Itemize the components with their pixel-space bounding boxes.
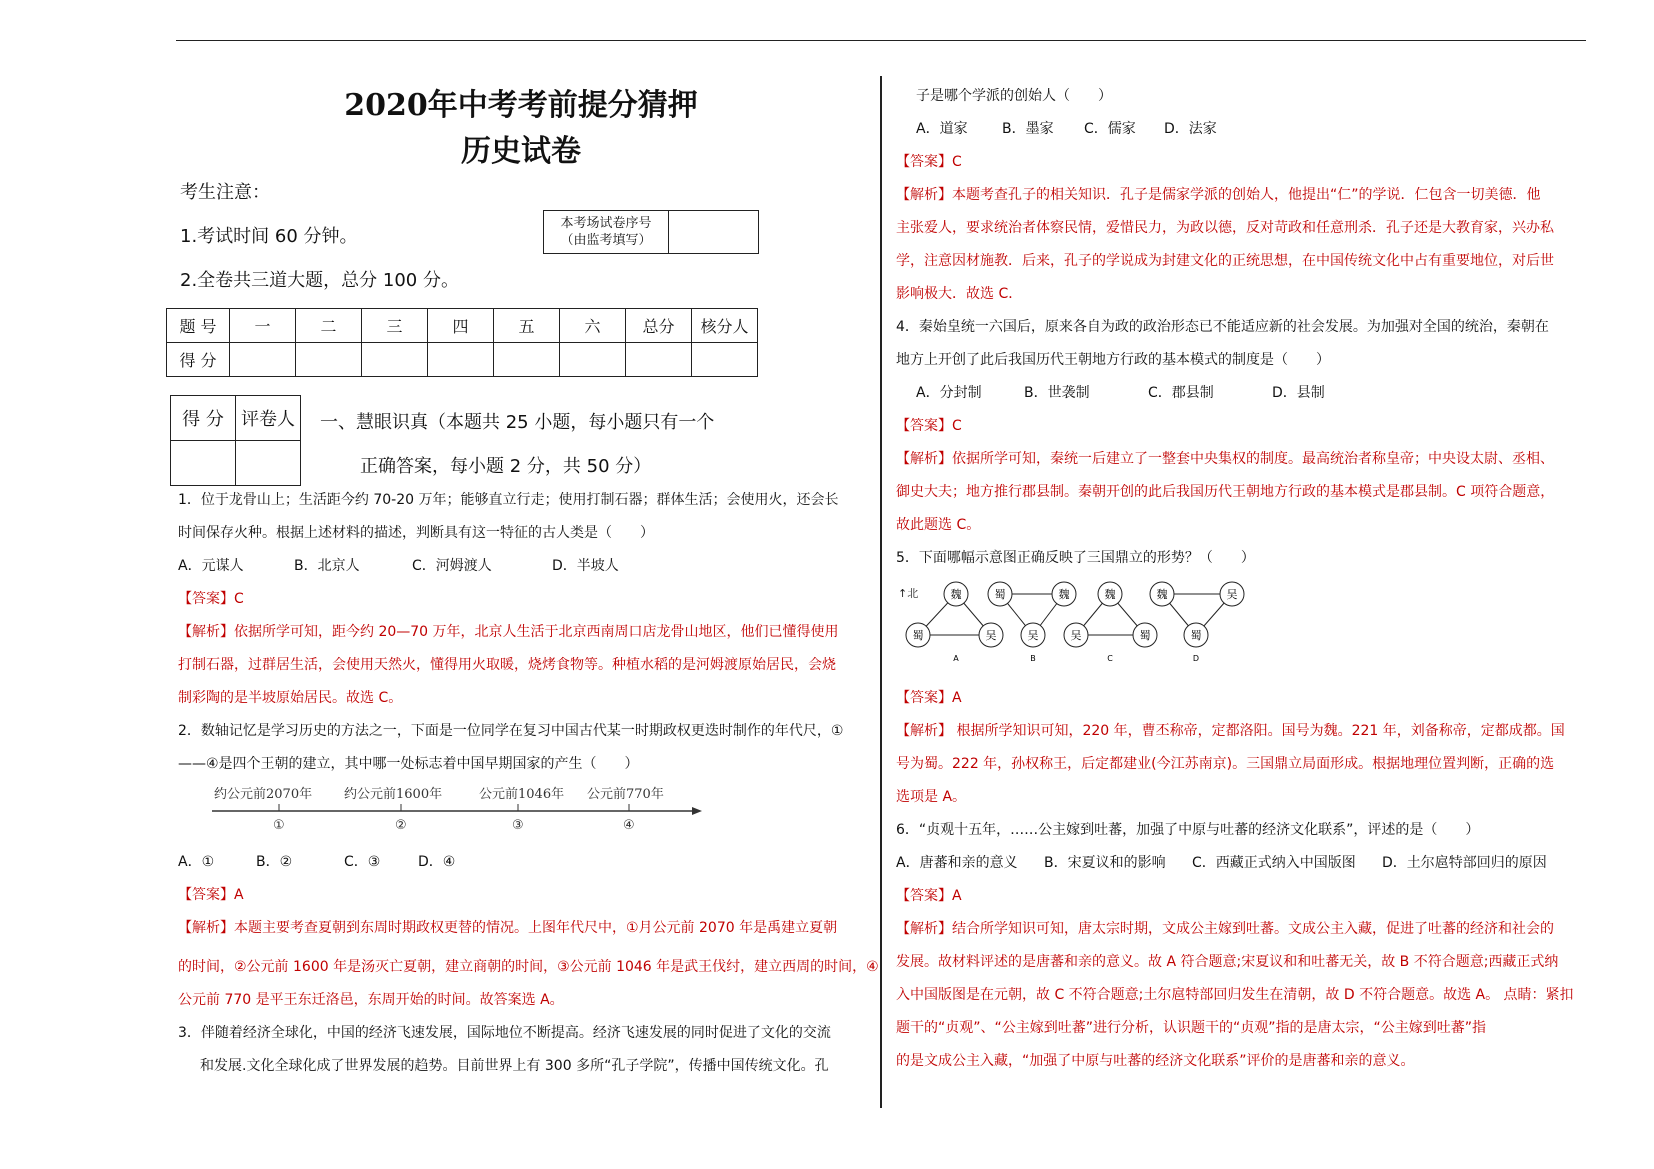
q5-diagram <box>896 575 1266 665</box>
score-row-label: 得 分 <box>167 343 230 377</box>
score-cell[interactable] <box>296 343 362 377</box>
score-cell[interactable] <box>626 343 692 377</box>
score-header-cell: 总分 <box>626 309 692 343</box>
q6-option-b: B．宋夏议和的影响 <box>1044 855 1166 871</box>
score-header-cell: 核分人 <box>692 309 758 343</box>
q1-option-a: A．元谋人 <box>178 558 244 574</box>
timeline-mark: ② <box>395 818 407 833</box>
q2-stem-cont: ——④是四个王朝的建立，其中哪一处标志着中国早期国家的产生（ ） <box>178 756 639 772</box>
q3-answer: 【答案】C <box>896 154 962 170</box>
diagram-node-shu: 蜀 <box>994 588 1006 601</box>
q3-analysis: 【解析】本题考查孔子的相关知识．孔子是儒家学派的创始人，他提出“仁”的学说．仁包含一切美德．他 <box>896 187 1541 203</box>
top-rule <box>176 40 1586 41</box>
q4-analysis-cont: 故此题选 C。 <box>896 517 981 533</box>
q1-options <box>178 556 619 576</box>
score-header-cell: 二 <box>296 309 362 343</box>
q3-analysis-cont: 影响极大．故选 C． <box>896 286 1023 302</box>
score-table-header-row <box>167 309 758 343</box>
section1-heading-cont: 正确答案，每小题 2 分，共 50 分） <box>360 456 652 477</box>
q4-analysis: 【解析】依据所学可知，秦统一后建立了一整套中央集权的制度。最高统治者称皇帝；中央设太尉、丞相、 <box>896 451 1554 467</box>
q1-analysis-cont: 打制石器，过群居生活，会使用天然火，懂得用火取暖，烧烤食物等。种植水稻的是河姆渡原始居民，会烧 <box>178 657 836 673</box>
q5-analysis-cont: 选项是 A。 <box>896 789 967 805</box>
q2-options <box>178 852 455 872</box>
q4-option-c: C．郡县制 <box>1148 385 1214 401</box>
q6-analysis-cont: 发展。故材料评述的是唐蕃和亲的意义。故 A 符合题意;宋夏议和和吐蕃无关，故 B 不符合题意;西藏正式纳 <box>896 954 1559 970</box>
timeline-arrow-icon <box>692 807 702 815</box>
q6-stem: 6．“贞观十五年，……公主嫁到吐蕃，加强了中原与吐蕃的经济文化联系”，评述的是（ ） <box>896 822 1480 838</box>
q1-option-d: D．半坡人 <box>552 558 619 574</box>
section1-grader-box <box>170 395 301 486</box>
score-table <box>166 308 758 377</box>
score-header-cell: 四 <box>428 309 494 343</box>
q4-stem-cont: 地方上开创了此后我国历代王朝地方行政的基本模式的制度是（ ） <box>896 352 1330 368</box>
q3-option-c: C．儒家 <box>1084 121 1136 137</box>
q1-analysis: 【解析】依据所学可知，距今约 20—70 万年，北京人生活于北京西南周口店龙骨山地区，他们已懂得使用 <box>178 624 839 640</box>
q6-analysis: 【解析】结合所学知识可知，唐太宗时期，文成公主嫁到吐蕃。文成公主入藏，促进了吐蕃的经济和社会的 <box>896 921 1554 937</box>
q6-analysis-cont: 题干的“贞观”、“公主嫁到吐蕃”进行分析，认识题干的“贞观”指的是唐太宗，“公主嫁到吐蕃”指 <box>896 1020 1487 1036</box>
q2-analysis-cont: 的时间，②公元前 1600 年是汤灭亡夏朝，建立商朝的时间，③公元前 1046 年是武王伐纣，建立西周的时间，④ <box>178 959 879 975</box>
q4-option-b: B．世袭制 <box>1024 385 1090 401</box>
exam-subtitle: 历史试卷 <box>461 134 581 169</box>
diagram-label-b: B <box>1030 654 1036 663</box>
q6-answer: 【答案】A <box>896 888 962 904</box>
section1-heading: 一、慧眼识真（本题共 25 小题，每小题只有一个 <box>320 412 715 433</box>
paper-sequence-box <box>543 210 759 254</box>
q1-option-b: B．北京人 <box>294 558 360 574</box>
timeline-mark: ① <box>273 818 285 833</box>
diagram-option-d <box>1150 582 1244 663</box>
q4-answer: 【答案】C <box>896 418 962 434</box>
timeline-label: 公元前1046年 <box>479 787 565 802</box>
q2-analysis: 【解析】本题主要考查夏朝到东周时期政权更替的情况。上图年代尺中，①月公元前 2070 年是禹建立夏朝 <box>178 920 838 936</box>
diagram-node-shu: 蜀 <box>912 629 924 642</box>
diagram-node-wu: 吴 <box>1226 588 1238 601</box>
q3-options <box>916 119 1217 139</box>
diagram-node-wei: 魏 <box>1058 588 1070 601</box>
q2-analysis-cont: 公元前 770 是平王东迁洛邑，东周开始的时间。故答案选 A。 <box>178 992 564 1008</box>
diagram-node-wei: 魏 <box>1104 588 1116 601</box>
score-header-cell: 一 <box>230 309 296 343</box>
q4-option-a: A．分封制 <box>916 385 982 401</box>
score-header-cell: 六 <box>560 309 626 343</box>
q3-option-b: B．墨家 <box>1002 121 1054 137</box>
grader-score-label: 得 分 <box>171 396 236 441</box>
notice-item-time: 1.考试时间 60 分钟。 <box>180 226 358 247</box>
timeline-mark: ③ <box>512 818 524 833</box>
q1-answer: 【答案】C <box>178 591 244 607</box>
q3-stem: 3．伴随着经济全球化，中国的经济飞速发展，国际地位不断提高。经济飞速发展的同时促进了文化的交流 <box>178 1025 831 1041</box>
q1-analysis-cont: 制彩陶的是半坡原始居民。故选 C。 <box>178 690 403 706</box>
diagram-node-wei: 魏 <box>1156 588 1168 601</box>
diagram-node-wei: 魏 <box>950 588 962 601</box>
q4-options <box>916 383 1325 403</box>
notice-heading: 考生注意： <box>180 182 270 203</box>
q3-analysis-cont: 学，注意因材施教．后来，孔子的学说成为封建文化的正统思想，在中国传统文化中占有重要地位，对后世 <box>896 253 1554 269</box>
diagram-node-shu: 蜀 <box>1139 629 1151 642</box>
q5-analysis: 【解析】 根据所学知识可知，220 年，曹丕称帝，定都洛阳。国号为魏。221 年，刘备称帝，定都成都。国 <box>896 723 1565 739</box>
q1-stem-cont: 时间保存火种。根据上述材料的描述，判断具有这一特征的古人类是（ ） <box>178 525 654 541</box>
score-header-cell: 三 <box>362 309 428 343</box>
q5-answer: 【答案】A <box>896 690 962 706</box>
diagram-option-c <box>1064 582 1157 663</box>
timeline-label: 约公元前2070年 <box>214 787 313 802</box>
score-cell[interactable] <box>560 343 626 377</box>
diagram-node-shu: 蜀 <box>1190 629 1202 642</box>
exam-title: 2020年中考考前提分猜押 <box>344 88 698 123</box>
q2-option-b: B．② <box>256 854 293 870</box>
q2-option-d: D．④ <box>418 854 456 870</box>
q6-analysis-cont: 入中国版图是在元朝，故 C 不符合题意;土尔扈特部回归发生在清朝，故 D 不符合题意。故选 A。 点睛：紧扣 <box>896 987 1574 1003</box>
q6-option-a: A．唐蕃和亲的意义 <box>896 855 1018 871</box>
q1-stem: 1．位于龙骨山上；生活距今约 70-20 万年；能够直立行走；使用打制石器；群体生活；会使用火，还会长 <box>178 492 839 508</box>
q3-analysis-cont: 主张爱人，要求统治者体察民情，爱惜民力，为政以德，反对苛政和任意刑杀．孔子还是大教育家，兴办私 <box>896 220 1554 236</box>
q2-timeline <box>204 784 704 834</box>
diagram-node-wu: 吴 <box>1027 629 1039 642</box>
q3-option-d: D．法家 <box>1164 121 1217 137</box>
q6-analysis-cont: 的是文成公主入藏，“加强了中原与吐蕃的经济文化联系”评价的是唐蕃和亲的意义。 <box>896 1053 1415 1069</box>
q6-option-c: C．西藏正式纳入中国版图 <box>1192 855 1356 871</box>
q4-analysis-cont: 御史大夫；地方推行郡县制。秦朝开创的此后我国历代王朝地方行政的基本模式是郡县制。C 项符合题意， <box>896 484 1555 500</box>
q3-option-a: A．道家 <box>916 121 968 137</box>
score-table-score-row <box>167 343 758 377</box>
q2-stem: 2．数轴记忆是学习历史的方法之一，下面是一位同学在复习中国古代某一时期政权更迭时制作的年代尺，① <box>178 723 844 739</box>
timeline-label: 约公元前1600年 <box>344 787 443 802</box>
q1-option-c: C．河姆渡人 <box>412 558 492 574</box>
grader-name-label: 评卷人 <box>236 396 301 441</box>
diagram-label-d: D <box>1192 654 1200 663</box>
paper-sequence-label: 本考场试卷序号 （由监考填写） <box>544 211 669 253</box>
score-cell[interactable] <box>362 343 428 377</box>
score-header-cell: 五 <box>494 309 560 343</box>
notice-item-total: 2.全卷共三道大题，总分 100 分。 <box>180 270 459 291</box>
paper-sequence-field[interactable] <box>669 211 758 253</box>
score-cell[interactable] <box>494 343 560 377</box>
q3-stem-cont: 子是哪个学派的创始人（ ） <box>916 88 1112 104</box>
q5-stem: 5．下面哪幅示意图正确反映了三国鼎立的形势？（ ） <box>896 550 1255 566</box>
diagram-label-a: A <box>953 654 959 663</box>
q3-stem-cont: 和发展.文化全球化成了世界发展的趋势。目前世界上有 300 多所“孔子学院”，传播中国传统文化。孔 <box>200 1058 829 1074</box>
grader-score-field[interactable] <box>171 441 236 486</box>
grader-name-field[interactable] <box>236 441 301 486</box>
q6-options <box>896 853 1547 873</box>
column-divider <box>880 76 882 1108</box>
q5-analysis-cont: 号为蜀。222 年，孙权称王，后定都建业(今江苏南京)。三国鼎立局面形成。根据地理位置判断，正确的选 <box>896 756 1555 772</box>
score-header-cell: 题 号 <box>167 309 230 343</box>
q2-answer: 【答案】A <box>178 887 244 903</box>
q2-option-c: C．③ <box>344 854 381 870</box>
q4-option-d: D．县制 <box>1272 385 1325 401</box>
timeline-label: 公元前770年 <box>587 787 664 802</box>
diagram-label-c: C <box>1107 654 1113 663</box>
q6-option-d: D．土尔扈特部回归的原因 <box>1382 855 1547 871</box>
q2-option-a: A．① <box>178 854 215 870</box>
north-arrow-icon: ↑北 <box>898 587 919 600</box>
diagram-node-wu: 吴 <box>985 629 997 642</box>
q4-stem: 4．秦始皇统一六国后，原来各自为政的政治形态已不能适应新的社会发展。为加强对全国的统治，秦朝在 <box>896 319 1549 335</box>
diagram-node-wu: 吴 <box>1070 629 1082 642</box>
score-cell[interactable] <box>692 343 758 377</box>
score-cell[interactable] <box>428 343 494 377</box>
score-cell[interactable] <box>230 343 296 377</box>
timeline-mark: ④ <box>623 818 635 833</box>
diagram-option-b <box>985 582 1076 663</box>
